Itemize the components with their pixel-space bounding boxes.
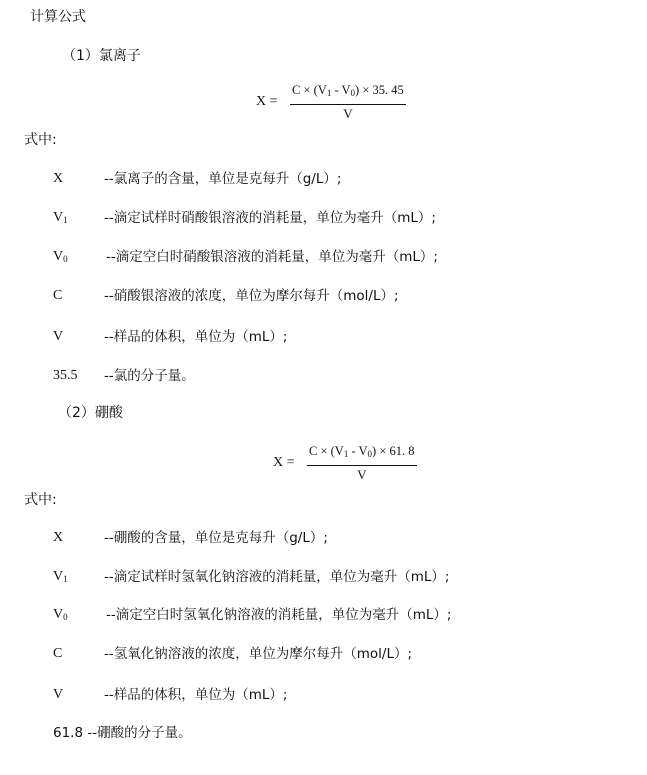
def-text: --样品的体积，单位为（mL）; — [104, 329, 288, 345]
def-text: --滴定空白时氢氧化钠溶液的消耗量，单位为毫升（mL）; — [106, 607, 452, 623]
def-symbol: X — [53, 530, 64, 545]
formula-numerator: $C \times (V_1 - V_0) \times 35$. 45 — [290, 82, 406, 105]
def-text: --氯的分子量。 — [104, 368, 195, 384]
def-symbol: V — [53, 329, 64, 344]
def-symbol: C — [53, 288, 63, 303]
def-symbol: $V_1$ — [53, 569, 68, 584]
formula-lhs: X = — [256, 94, 278, 109]
formula-fraction — [290, 82, 406, 123]
def-text: --滴定试样时硝酸银溶液的消耗量，单位为毫升（mL）; — [104, 210, 436, 226]
formula-fraction — [307, 443, 417, 484]
def-symbol: 35.5 — [53, 368, 78, 383]
def-text: --硼酸的含量，单位是克每升（g/L）; — [104, 530, 328, 546]
section-title-boric-acid: （2）硼酸 — [58, 405, 123, 421]
def-symbol: $V_1$ — [53, 210, 68, 225]
def-symbol: $V_0$ — [53, 607, 68, 622]
def-symbol: X — [53, 171, 64, 186]
def-text: --样品的体积，单位为（mL）; — [104, 687, 288, 703]
formula-boric-acid — [273, 443, 473, 489]
def-symbol: V — [53, 687, 64, 702]
def-symbol: $V_0$ — [53, 249, 68, 264]
document-heading: 计算公式 — [30, 9, 86, 25]
def-symbol: C — [53, 646, 63, 661]
def-text: --滴定试样时氢氧化钠溶液的消耗量，单位为毫升（mL）; — [104, 569, 450, 585]
def-text: --滴定空白时硝酸银溶液的消耗量，单位为毫升（mL）; — [106, 249, 438, 265]
def-text: --氢氧化钠溶液的浓度，单位为摩尔每升（mol/L）; — [104, 646, 413, 662]
where-label-1: 式中: — [24, 132, 57, 148]
footer-line: 61.8 --硼酸的分子量。 — [53, 725, 192, 741]
section-title-chloride: （1）氯离子 — [62, 48, 141, 64]
formula-denominator: V — [357, 467, 367, 482]
def-text: --硝酸银溶液的浓度，单位为摩尔每升（mol/L）; — [104, 288, 399, 304]
formula-chloride — [256, 82, 456, 128]
formula-denominator: V — [343, 106, 353, 121]
formula-lhs: X = — [273, 455, 295, 470]
formula-numerator: $C \times (V_1 - V_0) \times 61$. 8 — [307, 443, 417, 466]
where-label-2: 式中: — [24, 492, 57, 508]
def-text: --氯离子的含量，单位是克每升（g/L）; — [104, 171, 342, 187]
